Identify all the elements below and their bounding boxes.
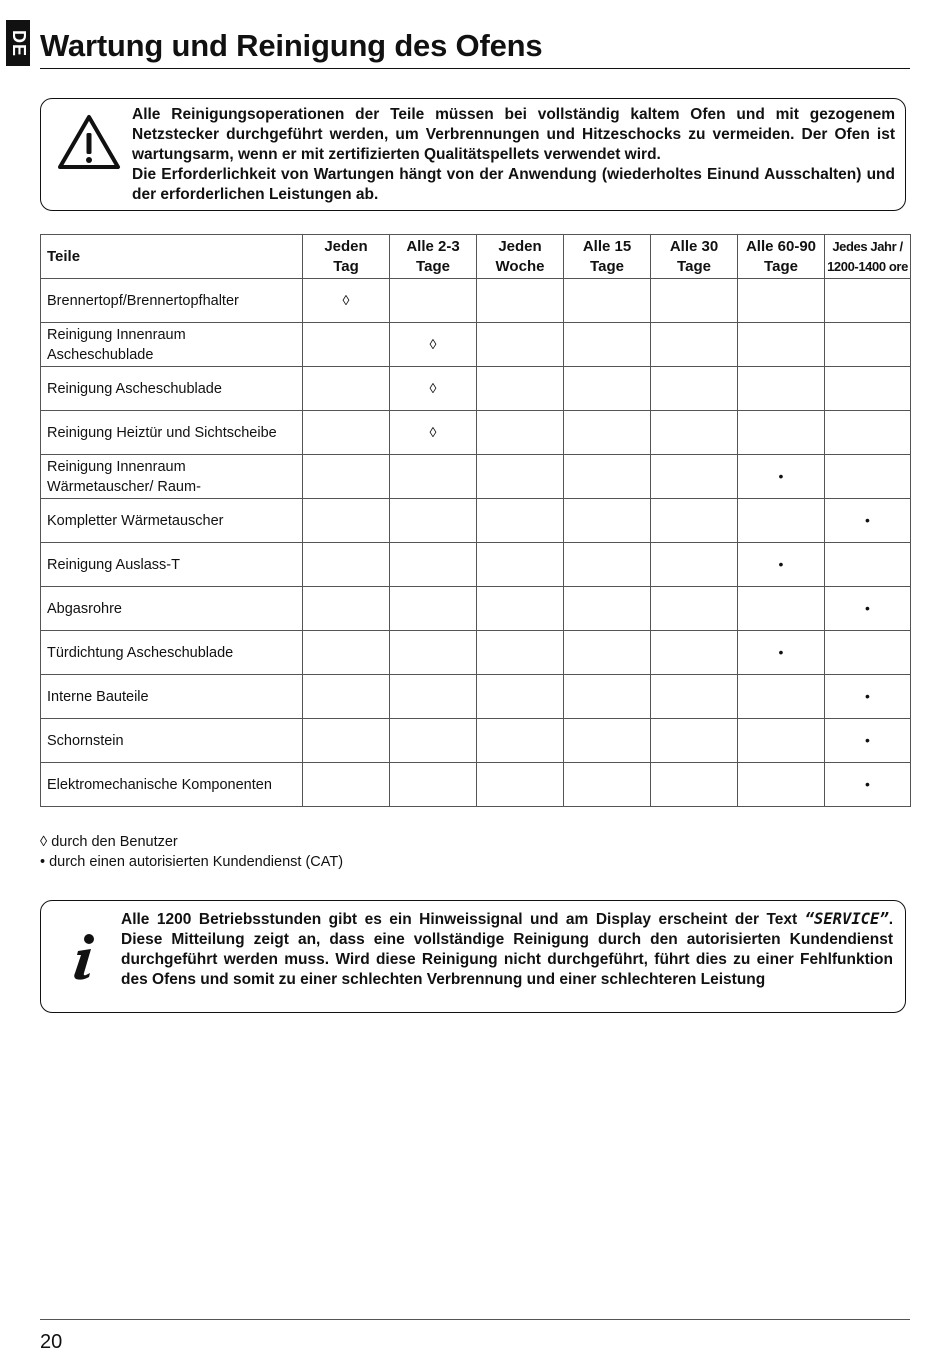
interval-cell [303, 543, 390, 587]
column-header-line: Alle 60-90 [745, 237, 817, 255]
interval-cell [477, 279, 564, 323]
interval-cell [825, 543, 911, 587]
part-name-cell [41, 675, 303, 719]
column-header-line: Jeden [324, 237, 368, 255]
part-name-line: Reinigung Heiztür und Sichtscheibe [47, 424, 277, 441]
interval-cell [390, 719, 477, 763]
interval-cell [738, 279, 825, 323]
interval-cell [477, 631, 564, 675]
part-name-cell [41, 279, 303, 323]
legend-service-entry: • durch einen autorisierten Kundendienst (CAT) [40, 854, 344, 870]
interval-cell [651, 763, 738, 807]
interval-cell [651, 719, 738, 763]
column-header-line: Jedes Jahr / [832, 238, 903, 254]
title-divider [40, 68, 910, 69]
interval-cell [651, 323, 738, 367]
interval-cell [738, 763, 825, 807]
interval-cell [303, 411, 390, 455]
service-task-mark: • [865, 688, 870, 704]
column-header-line: Jeden [498, 237, 542, 255]
interval-cell [303, 675, 390, 719]
interval-cell [651, 455, 738, 499]
interval-cell [825, 455, 911, 499]
interval-cell [825, 719, 911, 763]
legend [40, 832, 343, 872]
interval-cell [477, 587, 564, 631]
table-row [41, 587, 911, 631]
interval-cell [825, 631, 911, 675]
info-text [121, 909, 893, 990]
column-header-line: Tage [764, 257, 798, 275]
service-task-mark: • [865, 600, 870, 616]
service-task-mark: • [778, 468, 784, 484]
interval-cell [564, 411, 651, 455]
interval-cell [390, 631, 477, 675]
column-header-interval [651, 235, 738, 279]
part-name-line: Ascheschublade [47, 346, 154, 363]
interval-cell [738, 587, 825, 631]
interval-cell [477, 543, 564, 587]
interval-cell [564, 367, 651, 411]
interval-cell [564, 543, 651, 587]
table-header-row [41, 235, 911, 279]
interval-cell [738, 455, 825, 499]
interval-cell [738, 543, 825, 587]
info-notice-box [40, 900, 906, 1013]
interval-cell [651, 587, 738, 631]
interval-cell [738, 631, 825, 675]
interval-cell [303, 763, 390, 807]
column-header-line: Tage [416, 257, 450, 275]
interval-cell [738, 367, 825, 411]
page-number: 20 [40, 1331, 63, 1353]
interval-cell [825, 763, 911, 807]
interval-cell [564, 455, 651, 499]
user-task-mark: ◊ [429, 380, 437, 396]
part-name-line: Reinigung Innenraum [47, 326, 186, 343]
interval-cell [564, 719, 651, 763]
column-header-line: 1200-1400 ore [827, 258, 908, 274]
user-task-mark: ◊ [429, 336, 437, 352]
language-tab [6, 20, 30, 66]
language-code: DE [8, 29, 29, 57]
part-name-line: Schornstein [47, 732, 124, 749]
interval-cell [738, 323, 825, 367]
warning-text [132, 105, 895, 205]
table-row [41, 675, 911, 719]
interval-cell [738, 499, 825, 543]
part-name-cell [41, 323, 303, 367]
interval-cell [390, 411, 477, 455]
column-header-line: Tag [333, 257, 359, 275]
interval-cell [477, 323, 564, 367]
interval-cell [303, 499, 390, 543]
interval-cell [651, 499, 738, 543]
column-header-parts [41, 235, 303, 279]
interval-cell [651, 631, 738, 675]
interval-cell [651, 411, 738, 455]
part-name-line: Wärmetauscher/ Raum- [47, 478, 201, 495]
part-name-cell [41, 763, 303, 807]
table-row [41, 411, 911, 455]
interval-cell [651, 675, 738, 719]
part-name-line: Reinigung Innenraum [47, 458, 186, 475]
interval-cell [303, 367, 390, 411]
interval-cell [825, 499, 911, 543]
part-name-line: Interne Bauteile [47, 688, 149, 705]
interval-cell [825, 367, 911, 411]
part-name-cell [41, 587, 303, 631]
info-i-icon [69, 933, 99, 981]
footer-divider [40, 1319, 910, 1320]
interval-cell [564, 323, 651, 367]
interval-cell [477, 411, 564, 455]
interval-cell [390, 323, 477, 367]
interval-cell [390, 763, 477, 807]
interval-cell [303, 455, 390, 499]
service-display-word: “SERVICE” [804, 910, 889, 928]
table-row [41, 719, 911, 763]
table-row [41, 763, 911, 807]
interval-cell [564, 499, 651, 543]
interval-cell [303, 587, 390, 631]
column-header-interval [477, 235, 564, 279]
user-task-mark: ◊ [429, 424, 437, 440]
part-name-line: Elektromechanische Komponenten [47, 776, 272, 793]
column-header-line: Alle 15 [582, 237, 632, 255]
interval-cell [738, 719, 825, 763]
interval-cell [825, 675, 911, 719]
column-header-line: Alle 2-3 [406, 237, 460, 255]
column-header-line: Teile [47, 247, 81, 265]
part-name-cell [41, 719, 303, 763]
part-name-line: Brennertopf/Brennertopfhalter [47, 292, 239, 309]
warning-notice-box [40, 98, 906, 211]
part-name-cell [41, 631, 303, 675]
legend-user-entry: ◊ durch den Benutzer [40, 834, 178, 850]
table-row [41, 279, 911, 323]
interval-cell [564, 587, 651, 631]
interval-cell [564, 675, 651, 719]
service-task-mark: • [778, 556, 784, 572]
info-text-start: Alle 1200 Betriebsstunden gibt es ein Hinweissignal und am Display erscheint der Text [121, 911, 805, 928]
part-name-line: Türdichtung Ascheschublade [47, 644, 234, 661]
interval-cell [651, 367, 738, 411]
interval-cell [651, 279, 738, 323]
service-task-mark: • [865, 732, 870, 748]
part-name-line: Kompletter Wärmetauscher [47, 512, 224, 529]
table-row [41, 323, 911, 367]
column-header-interval [825, 235, 911, 279]
service-task-mark: • [865, 776, 870, 792]
column-header-line: Tage [590, 257, 624, 275]
interval-cell [390, 499, 477, 543]
interval-cell [390, 279, 477, 323]
table-row [41, 499, 911, 543]
service-task-mark: • [778, 644, 784, 660]
column-header-interval [564, 235, 651, 279]
interval-cell [390, 543, 477, 587]
interval-cell [738, 411, 825, 455]
table-row [41, 455, 911, 499]
part-name-cell [41, 499, 303, 543]
interval-cell [825, 323, 911, 367]
interval-cell [303, 323, 390, 367]
page-title: Wartung und Reinigung des Ofens [40, 28, 543, 63]
interval-cell [738, 675, 825, 719]
column-header-interval [390, 235, 477, 279]
interval-cell [564, 631, 651, 675]
interval-cell [390, 587, 477, 631]
part-name-line: Reinigung Ascheschublade [47, 380, 222, 397]
service-task-mark: • [865, 512, 870, 528]
interval-cell [477, 719, 564, 763]
interval-cell [477, 455, 564, 499]
interval-cell [564, 763, 651, 807]
interval-cell [303, 631, 390, 675]
interval-cell [303, 719, 390, 763]
column-header-line: Tage [677, 257, 711, 275]
part-name-cell [41, 543, 303, 587]
interval-cell [477, 499, 564, 543]
warning-triangle-icon [57, 113, 121, 171]
part-name-line: Reinigung Auslass-T [47, 556, 180, 573]
maintenance-schedule-table [40, 234, 911, 807]
interval-cell [390, 455, 477, 499]
interval-cell [477, 367, 564, 411]
interval-cell [825, 411, 911, 455]
column-header-interval [303, 235, 390, 279]
warning-paragraph-1: Alle Reinigungsoperationen der Teile müssen bei vollständig kaltem Ofen und mit gezogenem Netzstecker durchgeführt werden, um Verbrennungen und Hitzeschocks zu vermeiden. Der Ofen ist wartungsarm, wenn er mit zertifizierten Qualitätspellets verwendet wird. [132, 106, 895, 163]
interval-cell [390, 675, 477, 719]
column-header-line: Woche [495, 257, 545, 275]
interval-cell [303, 279, 390, 323]
table-row [41, 631, 911, 675]
column-header-interval [738, 235, 825, 279]
interval-cell [390, 367, 477, 411]
column-header-line: Alle 30 [669, 237, 719, 255]
interval-cell [477, 675, 564, 719]
part-name-cell [41, 367, 303, 411]
interval-cell [651, 543, 738, 587]
warning-paragraph-2: Die Erforderlichkeit von Wartungen hängt von der Anwendung (wiederholtes Einund Ausschalten) und der erforderlichen Leistungen ab. [132, 166, 895, 203]
interval-cell [477, 763, 564, 807]
table-row [41, 367, 911, 411]
part-name-cell [41, 455, 303, 499]
interval-cell [825, 587, 911, 631]
interval-cell [564, 279, 651, 323]
interval-cell [825, 279, 911, 323]
table-row [41, 543, 911, 587]
user-task-mark: ◊ [342, 292, 350, 308]
part-name-line: Abgasrohre [47, 600, 122, 617]
part-name-cell [41, 411, 303, 455]
info-text-end: . Diese Mitteilung zeigt an, dass eine vollständige Reinigung durch den autorisierten Kundendienst durchgeführt werden muss. Wird diese Reinigung nicht durchgeführt, führt dies zu einer Fehlfunktion des Ofens und somit zu einer schlechten Verbrennung und einer schlechteren Leistung [121, 911, 893, 988]
